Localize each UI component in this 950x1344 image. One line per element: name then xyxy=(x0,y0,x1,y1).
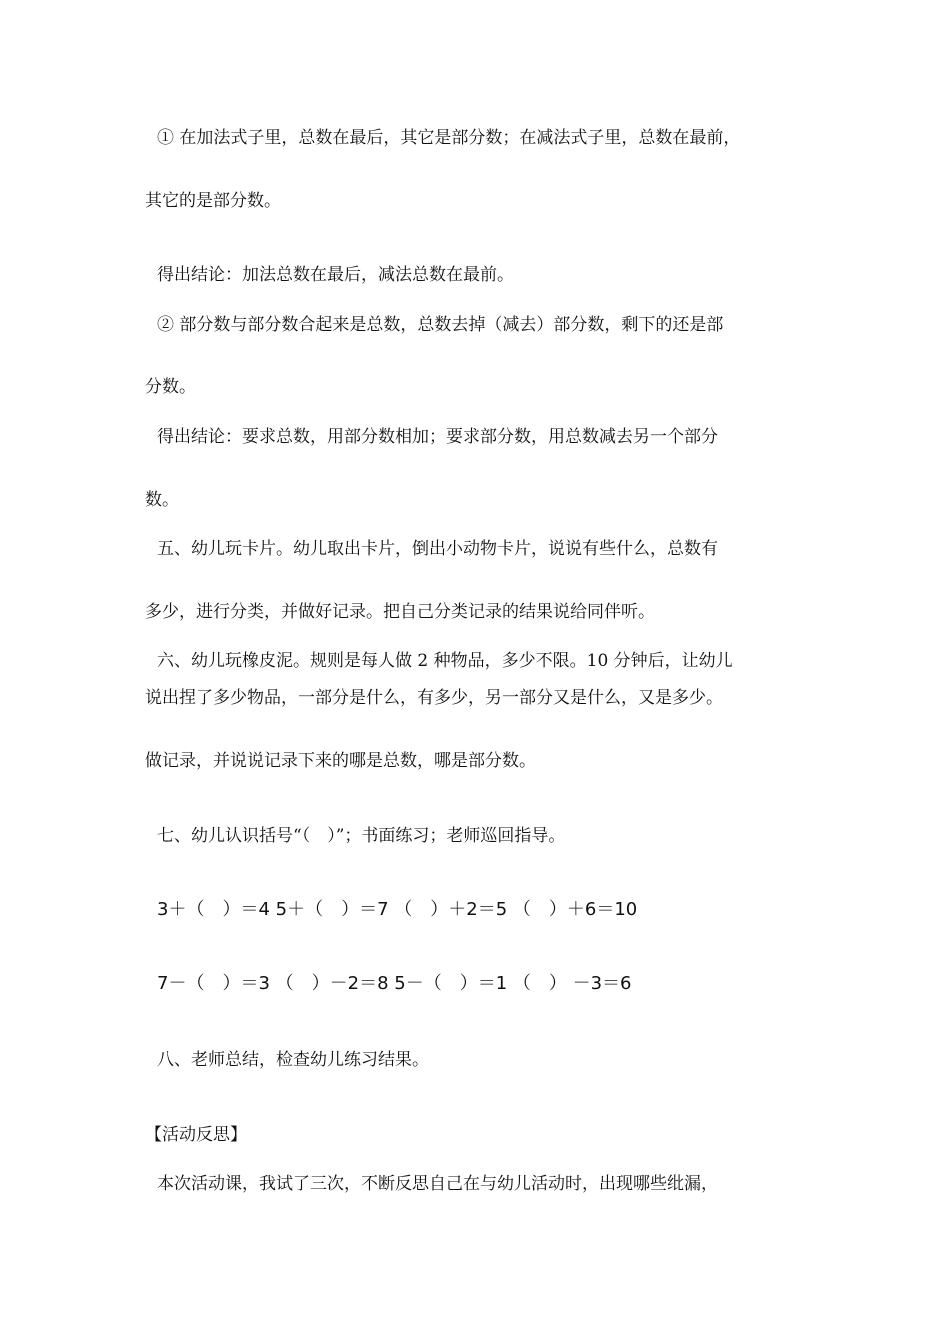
paragraph-line-3: ② 部分数与部分数合起来是总数，总数去掉（减去）部分数，剩下的还是部 xyxy=(157,315,724,335)
paragraph-line-4: 分数。 xyxy=(145,377,196,397)
exercise-row-1: 3＋（ ）＝4 5＋（ ）＝7 （ ）＋2＝5 （ ）＋6＝10 xyxy=(157,899,638,920)
reflection-line-1: 本次活动课，我试了三次，不断反思自己在与幼儿活动时，出现哪些纰漏， xyxy=(157,1174,718,1194)
section-five-line-1: 五、幼儿玩卡片。幼儿取出卡片，倒出小动物卡片，说说有些什么，总数有 xyxy=(157,539,718,559)
section-eight-line: 八、老师总结，检查幼儿练习结果。 xyxy=(157,1050,429,1070)
paragraph-line-1: ① 在加法式子里，总数在最后，其它是部分数；在减法式子里，总数在最前， xyxy=(157,128,741,148)
conclusion-line-2: 得出结论：要求总数，用部分数相加；要求部分数，用总数减去另一个部分 xyxy=(157,427,718,447)
section-six-line-1: 六、幼儿玩橡皮泥。规则是每人做 2 种物品，多少不限。10 分钟后，让幼儿 xyxy=(157,651,733,671)
exercise-row-2: 7－（ ）＝3 （ ）－2＝8 5－（ ）＝1 （ ） －3＝6 xyxy=(157,973,632,994)
section-seven-line: 七、幼儿认识括号“（ ）”；书面练习；老师巡回指导。 xyxy=(157,826,566,846)
reflection-heading: 【活动反思】 xyxy=(145,1125,247,1145)
paragraph-line-2: 其它的是部分数。 xyxy=(145,191,281,211)
paragraph-line-5: 数。 xyxy=(145,490,179,510)
section-six-line-3: 做记录，并说说记录下来的哪是总数，哪是部分数。 xyxy=(145,751,536,771)
conclusion-line-1: 得出结论：加法总数在最后，减法总数在最前。 xyxy=(157,265,514,285)
section-five-line-2: 多少，进行分类，并做好记录。把自己分类记录的结果说给同伴听。 xyxy=(145,602,655,622)
section-six-line-2: 说出捏了多少物品，一部分是什么，有多少，另一部分又是什么，又是多少。 xyxy=(145,688,723,708)
